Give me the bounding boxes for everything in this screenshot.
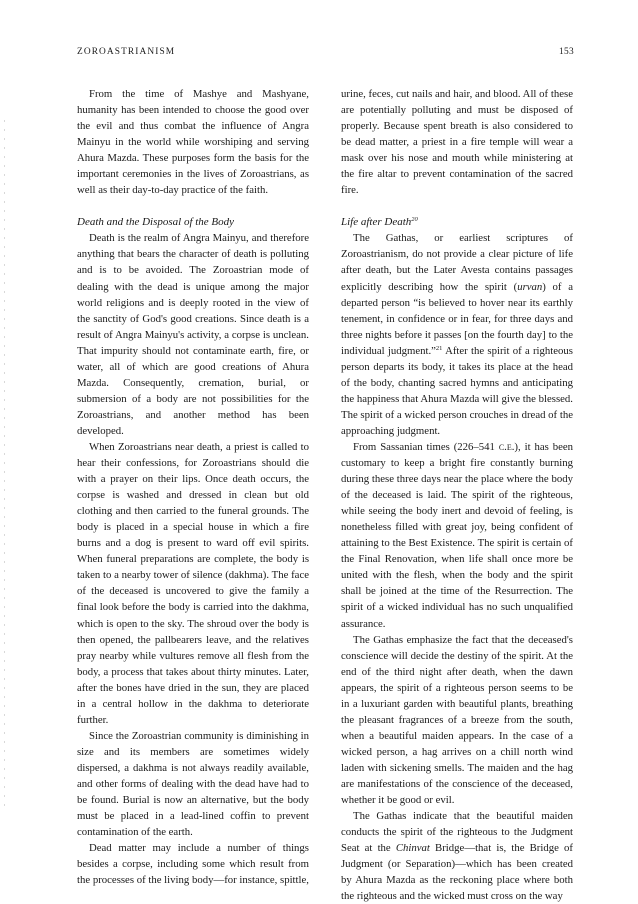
heading-text: Life after Death	[341, 216, 412, 229]
running-title: ZOROASTRIANISM	[77, 47, 176, 57]
paragraph	[341, 230, 573, 439]
text-run: Bridge—that is, the Bridge of Judgment (or Separation)—which has been created by Ahura Mazda as the reckoning place where both the righteous and the wicked must cross on the way	[341, 842, 573, 903]
paragraph: Since the Zoroastrian community is diminishing in size and its members are sometimes widely dispersed, a dakhma is not always readily available, and other forms of dealing with the dead have had to be found. Burial is now an alternative, but the body must be placed in a lead-lined coffin to prevent contamination of the earth.	[77, 729, 309, 839]
section-spacer	[77, 198, 309, 214]
paragraph: Dead matter may include a number of things besides a corpse, including some which result from the processes of the living body—for instance, spittle,	[77, 842, 309, 887]
paragraph	[341, 439, 573, 632]
section-heading-death: Death and the Disposal of the Body	[77, 216, 235, 229]
italic-term-urvan: urvan	[517, 280, 543, 293]
paragraph	[341, 808, 573, 904]
page-number: 153	[559, 47, 574, 57]
section-spacer	[341, 198, 573, 214]
text-run: ) of a departed person “is believed to hover near its earthly tenement, in confidence or in fear, for three days and three nights before it passes [on the fourth day] to the individual judgment.”	[341, 280, 573, 357]
paragraph: From the time of Mashye and Mashyane, humanity has been intended to choose the good over the evil and thus combat the influence of Angra Mainyu in the world while worshiping and serving Ahura Mazda. These purposes form the basis for the important ceremonies in the lives of Zoroastrians, as well as their day-to-day practice of the faith.	[77, 88, 309, 197]
paragraph: When Zoroastrians near death, a priest is called to hear their confessions, for Zoroastrians should die with a prayer on their lips. Once death occurs, the corpse is washed and dressed in clean but old clothing and then carried to the funeral grounds. The body is placed in a special house in which a fire burns and a dog is present to ward off evil spirits. When funeral preparations are complete, the body is taken to a nearby tower of silence (dakhma). The face of the deceased is uncovered to give the family a final look before the body is carried into the dakhma, which is open to the sky. The shroud over the body is then opened, the pallbearers leave, and the relatives pray nearby while vultures remove all flesh from the body, a process that takes about thirty minutes. Later, after the bones have dried in the sun, they are placed in a central hollow in the dakhma to deteriorate further.	[77, 440, 309, 726]
left-column	[77, 86, 309, 888]
era-abbreviation: c.e.	[498, 440, 515, 453]
footnote-ref-20: 20	[411, 216, 418, 224]
footnote-ref-21: 21	[435, 344, 443, 352]
paragraph-continued: urine, feces, cut nails and hair, and blood. All of these are potentially polluting and must be disposed of properly. Because spent breath is also considered to be dead matter, a priest in a fire temple will wear a mask over his nose and mouth while ministering at the fire altar to prevent contamination of the sacred fire.	[341, 88, 573, 197]
right-column	[341, 86, 573, 904]
paragraph: Death is the realm of Angra Mainyu, and therefore anything that bears the character of death is polluting and is to be avoided. The Zoroastrian mode of dealing with the dead is unique among the major world religions and is deeply rooted in the view of the sanctity of God's good creations. Since death is a result of Angra Mainyu's activity, a corpse is unclean. That impurity should not contaminate earth, fire, or water, all of which are good creations of Ahura Mazda. Consequently, cremation, burial, or submersion of a body are not possibilities for the Zoroastrians, and another method has been developed.	[77, 232, 309, 437]
paragraph: The Gathas emphasize the fact that the deceased's conscience will decide the destiny of the spirit. At the end of the third night after death, when the dawn appears, the spirit of a righteous person seems to be in a luxuriant garden with beautiful plants, breathing the pleasant fragrances of a breeze from the south, when a beautiful maiden appears. In the case of a wicked person, a hag arrives on a chill north wind laden with sickening smells. The maiden and the hag are manifestations of the conscience of the deceased, whether it be good or evil.	[341, 633, 573, 807]
italic-term-chinvat: Chinvat	[395, 842, 430, 855]
section-heading-afterlife	[341, 214, 573, 230]
text-run: ), it has been customary to keep a bright fire constantly burning during these three days near the place where the body of the deceased is laid. The spirit of the righteous, while seeing the body inert and devoid of feeling, is nonetheless filled with great joy, being confident of attaining to the Best Existence. The spirit is certain of the Final Renovation, when life shall once more be united with the flesh, when the body and the spirit shall be joined at the time of the Resurrection. The spirit of a wicked individual has no such unqualified assurance.	[341, 440, 573, 630]
text-run: The Gathas indicate that the beautiful maiden conducts the spirit of the righteous to the Judgment Seat at the	[341, 810, 573, 855]
scan-edge-artifact	[4, 120, 5, 810]
text-run: After the spirit of a righteous person departs its body, it takes its place at the head of the body, chanting sacred hymns and anticipating the happiness that Ahura Mazda will give the blessed. The spirit of a wicked person crouches in dread of the approaching judgment.	[341, 344, 573, 437]
text-run: The Gathas, or earliest scriptures of Zoroastrianism, do not provide a clear picture of life after death, but the Later Avesta contains passages explicitly describing how the spirit (	[341, 232, 573, 293]
text-run: From Sassanian times (226–541	[353, 440, 499, 453]
running-head	[77, 47, 574, 57]
